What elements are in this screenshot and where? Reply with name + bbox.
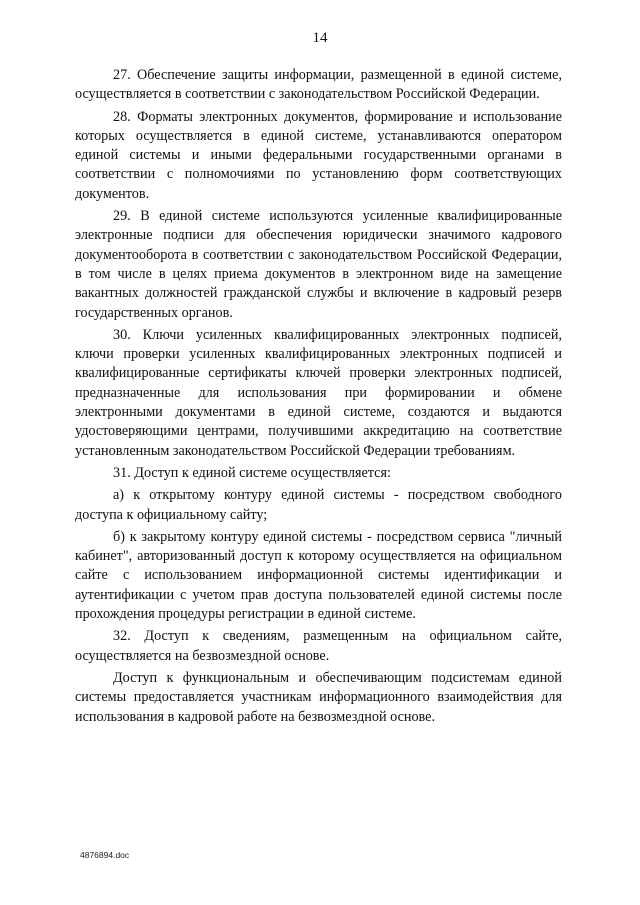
paragraph-32-access: Доступ к функциональным и обеспечивающим подсистемам единой системы предоставляется участникам информационного взаимодействия для использования в кадровой работе на безвозмездной основе. (75, 669, 562, 725)
paragraph-31: 31. Доступ к единой системе осуществляется: (113, 464, 391, 481)
paragraph-30: 30. Ключи усиленных квалифицированных электронных подписей, ключи проверки усиленных квалифицированных электронных подписей и квалифицированные сертификаты ключей проверки электронных подписей, предназначенные для использования при формировании и обмене электронными документами в единой системе, создаются и выдаются удостоверяющими центрами, получившими аккредитацию на соответствие установленным законодательством Российской Федерации требованиям. (75, 326, 562, 459)
paragraph-31-b: б) к закрытому контуру единой системы - посредством сервиса "личный кабинет", авторизованный доступ к которому осуществляется на официальном сайте с использованием информационной системы идентификации и аутентификации с учетом прав доступа пользователей единой системы после прохождения процедуры регистрации в единой системе. (75, 528, 562, 623)
paragraph-27: 27. Обеспечение защиты информации, размещенной в единой системе, осуществляется в соответствии с законодательством Российской Федерации. (75, 67, 562, 103)
paragraph-32: 32. Доступ к сведениям, размещенным на официальном сайте, осуществляется на безвозмездной основе. (75, 628, 562, 664)
paragraph-29: 29. В единой системе используются усиленные квалифицированные электронные подписи для обеспечения юридически значимого кадрового документооборота в соответствии с законодательством Российской Федерации, в том числе в целях приема документов в электронном виде на замещение вакантных должностей гражданской службы и включение в кадровый резерв государственных органов. (75, 208, 562, 321)
page-number: 14 (312, 30, 328, 46)
footer-document-code: 4876894.doc (80, 850, 130, 860)
paragraph-28: 28. Форматы электронных документов, формирование и использование которых осуществляется в единой системе, устанавливаются оператором единой системы и иными федеральными государственными органами в соответствии с полномочиями по установлению форм соответствующих документов. (75, 108, 562, 202)
paragraph-31-a: а) к открытому контуру единой системы - посредством свободного доступа к официальному сайту; (75, 487, 562, 523)
document-body (75, 66, 562, 727)
